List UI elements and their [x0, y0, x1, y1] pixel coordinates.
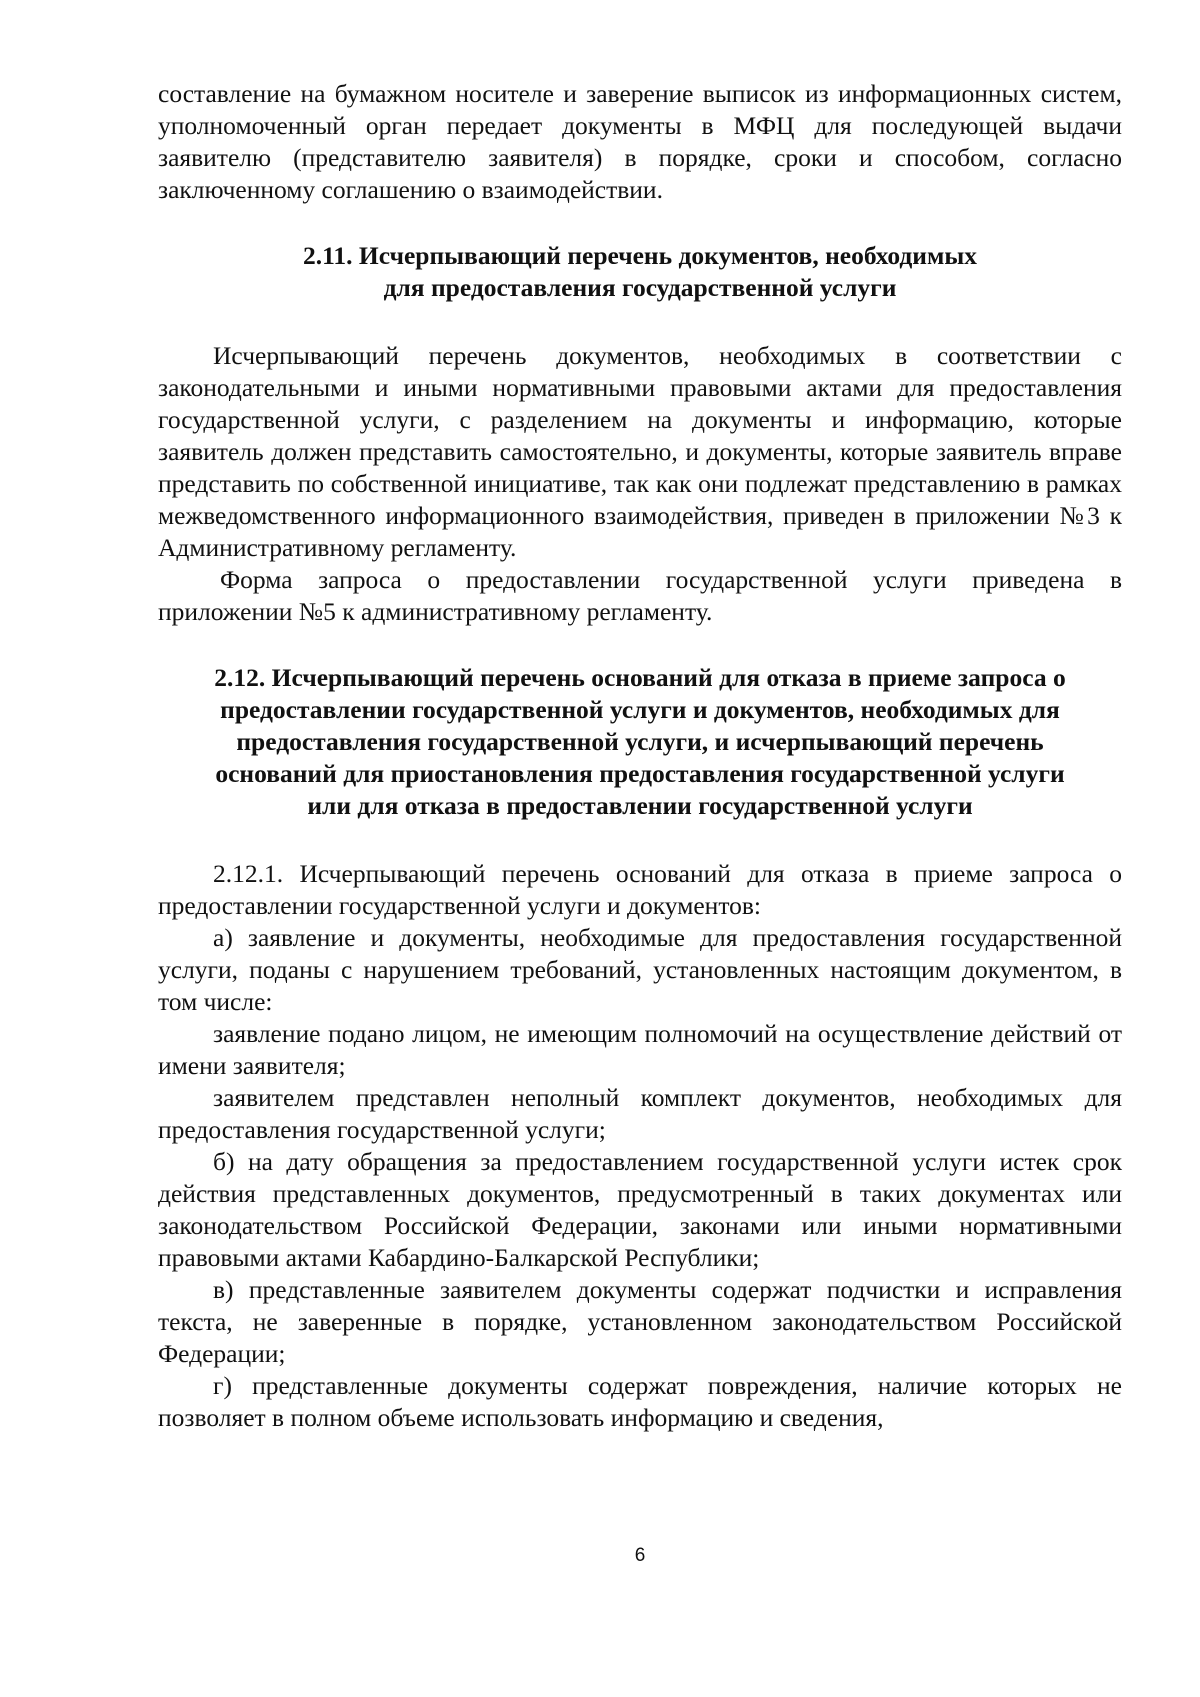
heading-line: 2.12. Исчерпывающий перечень оснований для отказа в приеме запроса о [214, 663, 1066, 692]
list-item-v: в) представленные заявителем документы содержат подчистки и исправления текста, не заверенные в порядке, установленном законодательством Российской Федерации; [158, 1275, 1122, 1368]
spacer [158, 304, 1122, 340]
heading-line: или для отказа в предоставлении государственной услуги [307, 791, 973, 820]
list-item-a: а) заявление и документы, необходимые для предоставления государственной услуги, поданы с нарушением требований, установленных настоящим документом, в том числе: [158, 923, 1122, 1016]
paragraph: Исчерпывающий перечень документов, необходимых в соответствии с законодательными и иными нормативными правовыми актами для предоставления государственной услуги, с разделением на документы и информацию, которые заявитель должен представить самостоятельно, и документы, которые заявитель вправе представить по собственной инициативе, так как они подлежат представлению в рамках межведомственного информационного взаимодействия, приведен в приложении №3 к Административному регламенту. [158, 341, 1122, 562]
paragraph: 2.12.1. Исчерпывающий перечень оснований для отказа в приеме запроса о предоставлении государственной услуги и документов: [158, 859, 1122, 920]
sub-item: заявление подано лицом, не имеющим полномочий на осуществление действий от имени заявителя; [158, 1019, 1122, 1080]
section-heading-2-12 [158, 662, 1122, 822]
document-body [158, 78, 1122, 1434]
sub-item: заявителем представлен неполный комплект документов, необходимых для предоставления государственной услуги; [158, 1083, 1122, 1144]
page-number: 6 [634, 1545, 646, 1566]
spacer [158, 628, 1122, 662]
heading-line: предоставления государственной услуги, и исчерпывающий перечень [236, 727, 1044, 756]
spacer [158, 822, 1122, 858]
list-item-g: г) представленные документы содержат повреждения, наличие которых не позволяет в полном объеме использовать информацию и сведения, [158, 1371, 1122, 1432]
intro-paragraph: составление на бумажном носителе и заверение выписок из информационных систем, уполномоченный орган передает документы в МФЦ для последующей выдачи заявителю (представителю заявителя) в порядке, сроки и способом, согласно заключенному соглашению о взаимодействии. [158, 79, 1122, 204]
heading-line: для предоставления государственной услуги [383, 273, 897, 302]
paragraph: Форма запроса о предоставлении государственной услуги приведена в приложении №5 к административному регламенту. [158, 565, 1122, 626]
heading-line: 2.11. Исчерпывающий перечень документов, необходимых [302, 241, 978, 270]
spacer [158, 206, 1122, 240]
section-heading-2-11 [158, 240, 1122, 304]
list-item-b: б) на дату обращения за предоставлением государственной услуги истек срок действия представленных документов, предусмотренный в таких документах или законодательством Российской Федерации, законами или иными нормативными правовыми актами Кабардино-Балкарской Республики; [158, 1147, 1122, 1272]
heading-line: предоставлении государственной услуги и документов, необходимых для [220, 695, 1060, 724]
heading-line: оснований для приостановления предоставления государственной услуги [215, 759, 1065, 788]
